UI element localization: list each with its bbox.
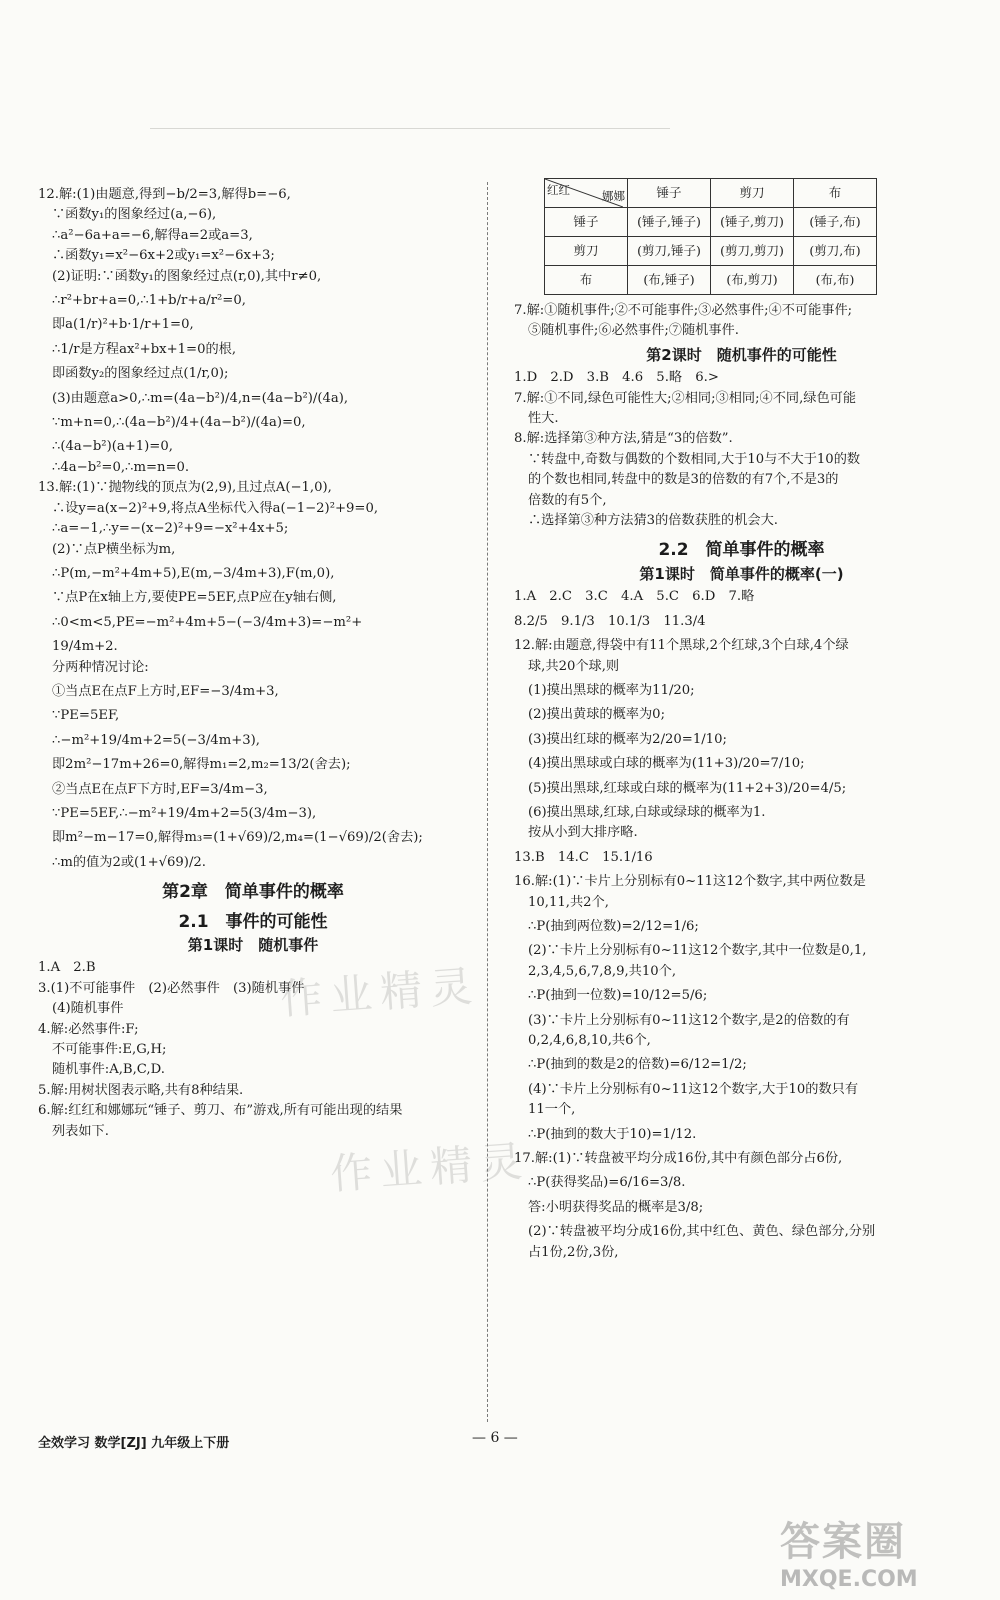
column-divider (487, 182, 488, 1422)
text-line: ∴P(抽到两位数)=2/12=1/6; (528, 918, 699, 934)
text-line: ∴P(抽到的数是2的倍数)=6/12=1/2; (528, 1057, 747, 1073)
text-line: ∴设y=a(x−2)²+9,将点A坐标代入得a(−1−2)²+9=0, (52, 500, 379, 516)
text-line: ∴a²−6a+a=−6,解得a=2或a=3, (52, 227, 253, 243)
text-line: 随机事件:A,B,C,D. (52, 1062, 165, 1078)
text-line: (2)∵点P横坐标为m, (52, 541, 176, 557)
table-header: 剪刀 (711, 179, 794, 208)
text-line: 即函数y₂的图象经过点(1/r,0); (52, 366, 229, 382)
corner-label-a: 红红 (547, 183, 570, 197)
row-label: 布 (545, 266, 628, 295)
text-line: (2)∵转盘被平均分成16份,其中红色、黄色、绿色部分,分别 (528, 1224, 876, 1240)
text-line: (4)随机事件 (52, 1001, 124, 1017)
text-line: ①当点E在点F上方时,EF=−3/4m+3, (52, 683, 279, 699)
text-line: ∵PE=5EF, (52, 708, 120, 724)
text-line: 0,2,4,6,8,10,共6个, (528, 1033, 651, 1048)
text-line: ∴P(抽到一位数)=10/12=5/6; (528, 988, 708, 1004)
lesson-heading: 第1课时 简单事件的概率(一) (639, 564, 844, 583)
watermark: 作业精灵 (278, 961, 482, 1024)
footer-title: 全效学习 数学[ZJ] 九年级上下册 (38, 1436, 230, 1451)
text-line: (2)证明:∵函数y₁的图象经过点(r,0),其中r≠0, (52, 268, 322, 284)
text-line: ∴1/r是方程ax²+bx+1=0的根, (52, 341, 237, 357)
text-line: 即a(1/r)²+b·1/r+1=0, (52, 317, 194, 333)
text-line: ∴P(抽到的数大于10)=1/12. (528, 1126, 697, 1142)
text-line: ②当点E在点F下方时,EF=3/4m−3, (52, 781, 268, 797)
text-line: (3)由题意a>0,∴m=(4a−b²)/4,n=(4a−b²)/(4a), (52, 390, 349, 406)
chapter-heading: 第2章 简单事件的概率 (162, 882, 344, 903)
text-line: 7.解:①随机事件;②不可能事件;③必然事件;④不可能事件; (514, 303, 853, 318)
text-line: ∴m的值为2或(1+√69)/2. (52, 854, 206, 870)
text-line: 1.A 2.C 3.C 4.A 5.C 6.D 7.略 (514, 589, 755, 605)
table-row (545, 237, 877, 266)
table-cell: (布,锤子) (628, 266, 711, 295)
text-line: 17.解:(1)∵转盘被平均分成16份,其中有颜色部分占6份, (514, 1151, 843, 1167)
text-line: ∵PE=5EF,∴−m²+19/4m+2=5(3/4m−3), (52, 805, 317, 821)
text-line: 8.解:选择第③种方法,猜是“3的倍数”. (514, 431, 733, 447)
text-line: 11一个, (528, 1102, 576, 1118)
text-line: 16.解:(1)∵卡片上分别标有0~11这12个数字,其中两位数是 (514, 874, 866, 890)
text-line: 5.解:用树状图表示略,共有8种结果. (38, 1082, 244, 1098)
text-line: ∵点P在x轴上方,要使PE=5EF,点P应在y轴右侧, (52, 590, 337, 606)
text-line: (1)摸出黑球的概率为11/20; (528, 682, 695, 698)
text-line: 不可能事件:E,G,H; (52, 1042, 167, 1058)
text-line: 3.(1)不可能事件 (2)必然事件 (3)随机事件 (38, 980, 305, 996)
table-cell: (锤子,锤子) (628, 208, 711, 237)
section-heading: 2.2 简单事件的概率 (658, 540, 825, 561)
text-line: 即m²−m−17=0,解得m₃=(1+√69)/2,m₄=(1−√69)/2(舍去); (52, 830, 423, 846)
table-cell: (剪刀,布) (794, 237, 877, 266)
text-line: 12.解:(1)由题意,得到−b/2=3,解得b=−6, (38, 187, 291, 202)
lesson-heading: 第1课时 随机事件 (187, 936, 319, 954)
table-corner (545, 179, 628, 208)
text-line: (2)摸出黄球的概率为0; (528, 707, 666, 723)
text-line: 8.2/5 9.1/3 10.1/3 11.3/4 (514, 613, 706, 629)
logo-text: 答案圈 (780, 1519, 906, 1565)
text-line: ∴函数y₁=x²−6x+2或y₁=x²−6x+3; (52, 248, 275, 264)
text-line: 性大. (528, 411, 559, 427)
top-rule (150, 128, 670, 129)
text-line: 19/4m+2. (52, 639, 118, 655)
watermark: 作业精灵 (328, 1136, 532, 1199)
text-line: 1.A 2.B (38, 960, 96, 976)
text-line: (5)摸出黑球,红球或白球的概率为(11+2+3)/20=4/5; (528, 780, 847, 796)
text-line: ∴4a−b²=0,∴m=n=0. (52, 459, 190, 475)
text-line: (4)∵卡片上分别标有0~11这12个数字,大于10的数只有 (528, 1081, 859, 1097)
text-line: 倍数的有5个, (528, 492, 607, 508)
text-line: 列表如下. (52, 1123, 109, 1139)
text-line: 6.解:红红和娜娜玩“锤子、剪刀、布”游戏,所有可能出现的结果 (38, 1103, 403, 1119)
text-line: 4.解:必然事件:F; (38, 1021, 139, 1037)
text-line: 答:小明获得奖品的概率是3/8; (528, 1199, 704, 1215)
text-line: ∴0<m<5,PE=−m²+4m+5−(−3/4m+3)=−m²+ (52, 614, 363, 630)
text-line: 12.解:由题意,得袋中有11个黑球,2个红球,3个白球,4个绿 (514, 638, 849, 654)
text-line: 占1份,2份,3份, (528, 1244, 619, 1260)
table-cell: (剪刀,锤子) (628, 237, 711, 266)
table-row (545, 266, 877, 295)
table-cell: (锤子,布) (794, 208, 877, 237)
table-cell: (布,布) (794, 266, 877, 295)
text-line: ∴(4a−b²)(a+1)=0, (52, 439, 173, 455)
table-row (545, 179, 877, 208)
text-line: ∵函数y₁的图象经过(a,−6), (52, 207, 217, 223)
text-line: 13.解:(1)∵抛物线的顶点为(2,9),且过点A(−1,0), (38, 480, 332, 496)
table-cell: (布,剪刀) (711, 266, 794, 295)
table-row (545, 208, 877, 237)
text-line: 13.B 14.C 15.1/16 (514, 849, 653, 865)
text-line: ∵转盘中,奇数与偶数的个数相同,大于10与不大于10的数 (528, 451, 861, 467)
text-line: 2,3,4,5,6,7,8,9,共10个, (528, 963, 677, 979)
text-line: (4)摸出黑球或白球的概率为(11+3)/20=7/10; (528, 756, 805, 772)
lesson-heading: 第2课时 随机事件的可能性 (646, 345, 837, 364)
section-heading: 2.1 事件的可能性 (178, 911, 328, 932)
text-line: 10,11,共2个, (528, 894, 609, 910)
row-label: 剪刀 (545, 237, 628, 266)
text-line: ∴−m²+19/4m+2=5(−3/4m+3), (52, 732, 260, 748)
row-label: 锤子 (545, 208, 628, 237)
text-line: ∴选择第③种方法猜3的倍数获胜的机会大. (528, 513, 778, 529)
right-column (514, 178, 969, 1263)
page-number: — 6 — (472, 1430, 518, 1446)
text-line: 7.解:①不同,绿色可能性大;②相同;③相同;④不同,绿色可能 (514, 390, 857, 406)
text-line: 球,共20个球,则 (528, 658, 620, 674)
text-line: 的个数也相同,转盘中的数是3的倍数的有7个,不是3的 (528, 472, 839, 488)
text-line: ∵m+n=0,∴(4a−b²)/4+(4a−b²)/(4a)=0, (52, 415, 306, 431)
text-line: 即2m²−17m+26=0,解得m₁=2,m₂=13/2(舍去); (52, 757, 351, 773)
text-line: (6)摸出黑球,红球,白球或绿球的概率为1. (528, 804, 766, 820)
text-line: ∴P(获得奖品)=6/16=3/8. (528, 1175, 686, 1191)
corner-label-b: 娜娜 (602, 188, 625, 203)
left-solutions (38, 185, 468, 873)
text-line: 1.D 2.D 3.B 4.6 5.略 6.> (514, 370, 719, 386)
text-line: (2)∵卡片上分别标有0~11这12个数字,其中一位数是0,1, (528, 943, 867, 959)
table-header: 锤子 (628, 179, 711, 208)
table-header: 布 (794, 179, 877, 208)
text-line: ∴a=−1,∴y=−(x−2)²+9=−x²+4x+5; (52, 521, 289, 537)
table-cell: (剪刀,剪刀) (711, 237, 794, 266)
text-line: (3)摸出红球的概率为2/20=1/10; (528, 731, 727, 747)
table-cell: (锤子,剪刀) (711, 208, 794, 237)
text-line: 按从小到大排序略. (528, 825, 638, 841)
text-line: ∴r²+br+a=0,∴1+b/r+a/r²=0, (52, 293, 246, 309)
site-logo (780, 1510, 980, 1590)
text-line: (3)∵卡片上分别标有0~11这12个数字,是2的倍数的有 (528, 1012, 850, 1028)
logo-url: MXQE.COM (780, 1567, 918, 1592)
text-line: 分两种情况讨论: (52, 659, 149, 675)
text-line: ∴P(m,−m²+4m+5),E(m,−3/4m+3),F(m,0), (52, 565, 335, 581)
rps-table (544, 178, 877, 295)
text-line: ⑤随机事件;⑥必然事件;⑦随机事件. (528, 323, 739, 339)
